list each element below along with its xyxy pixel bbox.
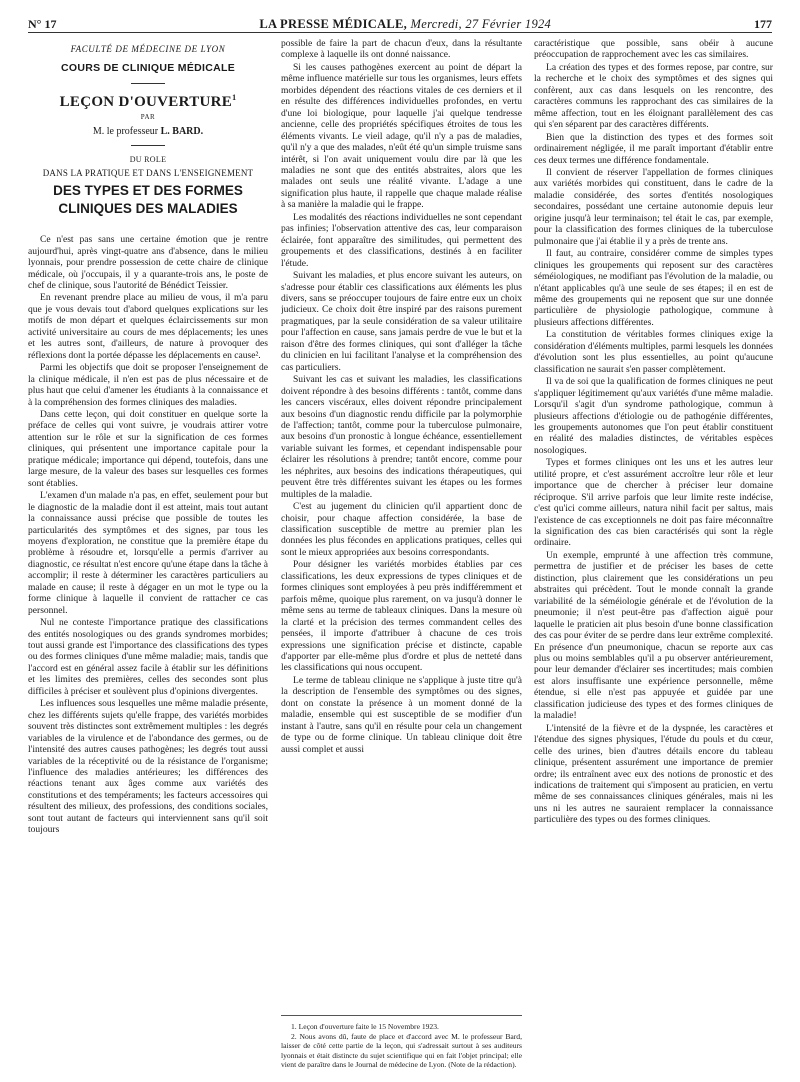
journal-name: LA PRESSE MÉDICALE, [259,17,408,31]
column-2 [281,38,522,1074]
paragraph: La création des types et des formes repose, par contre, sur la recherche et le choix des symptômes et des signes qui confèrent, aux cas dans lesquels on les rencontre, des caractères communs les rapprochant des cas similaires de la même affection, tout en les éloignant parallèlement des cas qui s'en séparent par des caractères différents. [534,61,773,131]
column-2-body [281,38,522,976]
footnote: 2. Nous avons dû, faute de place et d'accord avec M. le professeur Bard, laisser de côté cette partie de la leçon, qui s'adressait surtout à ses auditeurs lyonnais et était distincte du sujet scientifique qui en fait l'objet principal; elle vient de paraître dans le Journal de médecine de Lyon. (Note de la rédaction). [281,1032,522,1069]
paragraph: C'est au jugement du clinicien qu'il appartient donc de choisir, pour chaque affection considérée, la base de classification susceptible de mettre au premier plan les données les plus fécondes en applications pratiques, celles qui sont le mieux appropriées aux besoins correspondants. [281,501,522,558]
article-columns [28,38,772,1074]
paragraph: Pour désigner les variétés morbides établies par ces classifications, les deux expressions de types cliniques et de formes cliniques sont employées à peu près indifféremment et parfois même, quoique plus rarement, on va jusqu'à donner le même sens au terme de tableaux cliniques. Dans la mesure où la clarté et la précision des termes commandent celles des pensées, il importe d'attribuer à chacune de ces trois expressions une signification précise et distincte, capable d'apporter par elle-même plus d'ordre et plus de netteté dans les classifications qui nous occupent. [281,559,522,674]
paragraph: Les influences sous lesquelles une même maladie présente, chez les différents sujets qu'elle frappe, des variétés morbides souvent très distinctes sont extrêmement multiples : les degrés variables de la virulence et de l'abondance des germes, ou de l'intensité des autres causes pathogènes; les degrés tout aussi variables de la réceptivité ou de la résistance de l'organisme; l'influence des maladies antérieures; les différences des réactions tenant aux âges comme aux variétés des constitutions et des tempéraments; les facteurs accessoires qui résultent des milieux, des professions, des conditions sociales, sont tout autant de facteurs qui interviennent sans qu'il soit toujours [28,698,268,836]
page-number-right: 177 [754,17,772,31]
paragraph: Le terme de tableau clinique ne s'applique à juste titre qu'à la description de l'ensemble des symptômes ou des signes, dont on constate la présence à un moment donné de la maladie, ensemble qui est susceptible de se modifier d'un instant à l'autre, sans qu'il en résulte pour cela un changement de type ou de forme clinique. Un tableau clinique doit être aussi complet et aussi [281,674,522,755]
paragraph: Suivant les cas et suivant les maladies, les classifications doivent répondre à des besoins différents : tantôt, comme dans les cancers viscéraux, elles doivent répondre principalement aux besoins d'un diagnostic rendu difficile par la polymorphie de l'affection; tantôt, comme pour la tuberculose pulmonaire, aux besoins d'un pronostic à longue échéance, essentiellement variable suivant les formes, et cependant indispensable pour éclairer les résolutions à prendre; tantôt encore, comme pour les néphrites, aux besoins des indications thérapeutiques, qui peuvent être très différentes suivant les étapes ou les formes multiples de la maladie. [281,374,522,500]
paragraph: Bien que la distinction des types et des formes soit ordinairement négligée, il me paraît important d'établir entre ces deux termes une différence fondamentale. [534,131,773,166]
footnote: 1. Leçon d'ouverture faite le 15 Novembre 1923. [291,1021,439,1031]
column-3-body [534,38,773,826]
paragraph: L'intensité de la fièvre et de la dyspnée, les caractères et l'étendue des signes physiques, l'étude du pouls et du cœur, celle des urines, bien d'autres détails encore du tableau clinique, présentent assurément une importance de premier ordre; ils entraînent avec eux des notions de pronostic et des indications de traitement qui s'imposent au praticien, en vertu même de ses connaissances cliniques générales, mais ni les uns ni les autres ne sauraient remplacer la connaissance particulière des types ou des formes cliniques. [534,722,773,826]
author-prefix: M. le professeur [92,125,159,137]
du-role-label: DU ROLE [129,155,167,165]
author-name: L. BARD. [160,125,204,137]
paragraph: Dans cette leçon, qui doit constituer en quelque sorte la préface de celles qui vont suivre, je voudrais attirer votre attention sur le rôle et sur la signification de ces formes cliniques, qui présentent une importance capitale pour la pratique médicale; importance qui dépend, toutefois, dans une large mesure, de la valeur des bases sur lesquelles ces formes sont établies. [28,408,268,489]
divider [131,145,165,146]
paragraph: Les modalités des réactions individuelles ne sont cependant pas infinies; l'observation attentive des cas, leur comparaison éclairée, font apparaître des similitudes, qui permettent des groupements et des classifications, destinés à en faciliter l'étude. [281,211,522,269]
paragraph: Il va de soi que la qualification de formes cliniques ne peut s'appliquer légitimement qu'aux variétés d'une même maladie. Lorsqu'il s'agit d'un syndrome pathologique, commun à plusieurs affections d'étiologie ou de pathogénie différentes, les groupements autonomes que l'on peut établir constituent en réalité des maladies distinctes, de véritables espèces nosologiques. [534,376,773,456]
lecture-note-ref: 1 [232,92,237,102]
column-1 [28,38,268,1074]
paragraph: Il faut, au contraire, considérer comme de simples types cliniques les groupements qui reposent sur des caractères séméiologiques, ne modifiant pas l'évolution de la maladie, ou n'étant applicables qu'à une seule de ses étapes; il en est de même des groupements qui ne reposent que sur une donnée particulière de physiologie pathologique, commune à plusieurs affections différentes. [534,248,773,328]
footnotes [281,1015,522,1070]
page-header [28,10,772,33]
paragraph: En revenant prendre place au milieu de vous, il m'a paru que je vous devais tout d'abord quelques explications sur les motifs de mon départ et quelques éclaircissements sur mon activité universitaire au cours de mes déplacements; les unes et les autres sont, d'ailleurs, de nature à provoquer des réflexions dont la portée dépasse les déplacements en cause². [28,292,268,361]
author-line [28,126,268,137]
paragraph: Suivant les maladies, et plus encore suivant les auteurs, on s'adresse pour établir ces classifications aux éléments les plus divers, sans se préoccuper toujours de faire entre eux un choix judicieux. Ce choix doit être inspiré par des raisons purement pragmatiques, par la seule considération de sa valeur utilitaire pour l'affection en cause, sans jamais perdre de vue le but et la raison d'être des formes cliniques, qui sont d'alléger la tâche du clinicien en lui facilitant l'analyse et la compréhension des cas particuliers. [281,270,522,373]
lecture-title [28,92,268,108]
by-label: PAR [140,113,156,122]
spacer [28,218,268,234]
subtitle: DANS LA PRATIQUE ET DANS L'ENSEIGNEMENT [42,167,254,178]
paragraph: caractéristique que possible, sans obéir à aucune préoccupation de rapprochement avec les cas similaires. [534,38,773,61]
paragraph: possible de faire la part de chacun d'eux, dans la résultante complexe à laquelle ils ont donné naissance. [281,38,522,61]
paragraph: Parmi les objectifs que doit se proposer l'enseignement de la clinique médicale, il n'en est pas de plus nécessaire et de plus haut que celui d'amener les étudiants à la connaissance et à la compréhension des formes cliniques des maladies. [28,362,268,408]
paragraph: Types et formes cliniques ont les uns et les autres leur utilité propre, et c'est assurément accroître leur rôle et leur importance que de chercher à préciser leur domaine réciproque. S'il arrive parfois que leur limite reste indécise, c'est qu'ici comme ailleurs, natura nihil facit per saltus, mais l'existence de cas exceptionnels ne doit pas faire méconnaître la signification des cas bien caractérisés qui sont la règle ordinaire. [534,457,773,549]
running-title [259,17,551,32]
paragraph: La constitution de véritables formes cliniques exige la considération d'éléments multiples, parmi lesquels les données d'évolution sont les plus essentielles, au point qu'aucune classification ne saurait s'en passer complètement. [534,329,773,375]
paragraph: Si les causes pathogènes exercent au point de départ la même influence matérielle sur tous les organismes, leurs effets morbides dépendent des réactions vitales de ces derniers et il en résulte des différences individuelles profondes, en vertu d'une loi biologique, pour laquelle j'ai quelque tendresse ancienne, celle des propriétés spécifiques étroites de tous les éléments vivants. Le vieil adage, qu'il n'y a pas de maladies, qu'il n'y a que des malades, n'eût été qu'un simple truisme sans intérêt, si l'on avait uniquement voulu dire par là que les maladies ne sont que des entités abstraites, alors que les malades ont seuls une réalité vivante. L'adage a une signification plus haute, il rappelle que chaque malade réalise à sa manière la maladie qui le frappe. [281,61,522,211]
paragraph: Un exemple, emprunté à une affection très commune, permettra de justifier et de préciser les bases de cette distinction, plus clairement que les considérations un peu abstraites qui précèdent. Tout le monde connaît la grande variabilité de la séméiologie générale et de l'évolution de la pneumonie; il n'est peut-être pas d'affection aiguë pour laquelle le praticien ait plus besoin d'une bonne classification des cas pour éviter de se perdre dans leur extrême complexité. En présence d'un pneumonique, chacun se reporte aux cas plus ou moins semblables qu'il a pu observer antérieurement, pour leur demander d'éclairer ses incertitudes; mais combien est alors insuffisante une expérience personnelle, même étendue, si elle n'est pas appuyée et guidée par une classification judicieuse des types et des formes cliniques de la maladie! [534,549,773,722]
column-1-body [28,234,268,836]
page-number-left: N° 17 [28,17,57,31]
main-title: DES TYPES ET DES FORMES CLINIQUES DES MALADIES [53,183,243,217]
lecture-title-text: LEÇON D'OUVERTURE [59,93,233,110]
course-label: COURS DE CLINIQUE MÉDICALE [60,62,236,75]
issue-date: Mercredi, 27 Février 1924 [410,17,552,31]
paragraph: Ce n'est pas sans une certaine émotion que je rentre aujourd'hui, après vingt-quatre ans d'absence, dans le milieu lyonnais, pour prendre possession de cette chaire de clinique médicale, où j'occupais, il y a quarante-trois ans, le poste de chef de clinique, sous l'autorité de Bénédict Teissier. [28,234,268,291]
paragraph: L'examen d'un malade n'a pas, en effet, seulement pour but le diagnostic de la maladie dont il est atteint, mais tout autant la connaissance aussi précise que possible de toutes les particularités des symptômes et des signes, par tous les moyens d'exploration, ne constitue que la première étape du problème à résoudre et, lorsqu'elle a permis d'arriver au diagnostic, ce résultat n'est encore qu'une étape dans la tâche à accomplir; il reste à déterminer les caractères particuliers au malade en cause; il reste à dégager en un mot le type ou la forme clinique à laquelle il convient de rattacher ce cas personnel. [28,490,268,616]
column-3 [534,38,773,1074]
paragraph: Nul ne conteste l'importance pratique des classifications des entités nosologiques ou des grands syndromes morbides; tout aussi grande est l'importance des classifications des types ou des formes cliniques d'une même maladie; mais, tandis que l'accord est en général assez facile à établir sur les définitions et les limites des premières, celles des secondes sont plus difficiles à préciser et soulèvent plus d'opinions divergentes. [28,617,268,697]
divider [131,83,165,84]
paragraph: Il convient de réserver l'appellation de formes cliniques aux variétés morbides qui constituent, dans le cadre de la maladie considérée, des sortes d'entités nosologiques secondaires, possédant une certaine autonomie depuis leur origine jusqu'à leur terminaison; tel était le cas, par exemple, pour la classification des formes cliniques de la tuberculose pulmonaire que j'ai établie il y a près de trente ans. [534,166,773,247]
faculty-label: FACULTÉ DE MÉDECINE DE LYON [70,44,226,54]
